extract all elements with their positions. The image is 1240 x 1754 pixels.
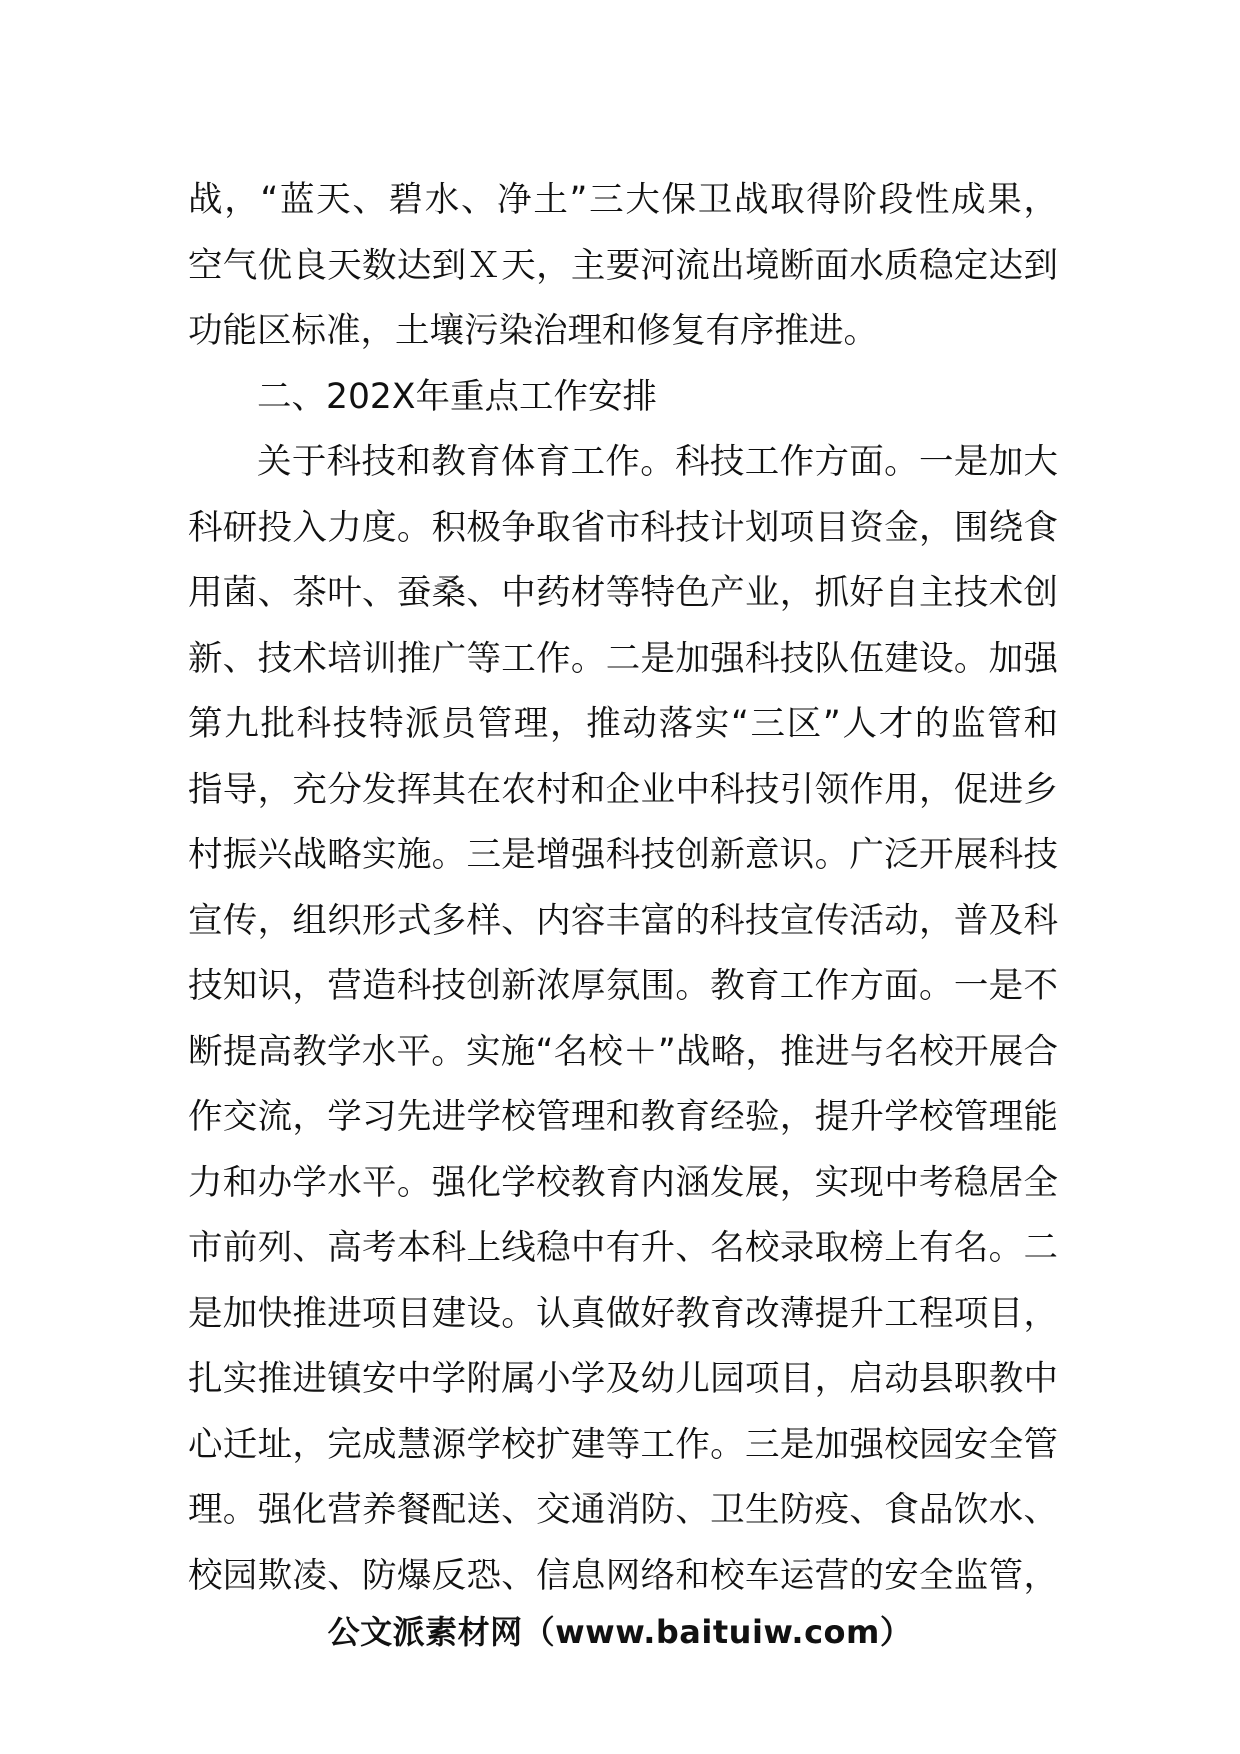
text-line: 断提高教学水平。实施“名校＋”战略，推进与名校开展合 xyxy=(188,1031,1058,1072)
text-line: 指导，充分发挥其在农村和企业中科技引领作用，促进乡 xyxy=(188,769,1058,810)
text-line: 用菌、茶叶、蚕桑、中药材等特色产业，抓好自主技术创 xyxy=(188,573,1058,613)
text-line: 理。强化营养餐配送、交通消防、卫生防疫、食品饮水、 xyxy=(188,1490,1058,1530)
text-line: 战，“蓝天、碧水、净土”三大保卫战取得阶段性成果， xyxy=(188,180,1058,220)
text-line: 科研投入力度。积极争取省市科技计划项目资金，围绕食 xyxy=(188,507,1058,548)
text-line: 宣传，组织形式多样、内容丰富的科技宣传活动，普及科 xyxy=(188,900,1058,941)
text-line: 作交流，学习先进学校管理和教育经验，提升学校管理能 xyxy=(188,1097,1058,1137)
text-line: 关于科技和教育体育工作。科技工作方面。一是加大 xyxy=(257,442,1058,482)
text-line: 扎实推进镇安中学附属小学及幼儿园项目，启动县职教中 xyxy=(188,1359,1058,1399)
section-heading: 二、202X年重点工作安排 xyxy=(257,376,657,417)
text-line: 校园欺凌、防爆反恐、信息网络和校车运营的安全监管， xyxy=(188,1555,1058,1596)
text-line: 空气优良天数达到Ｘ天，主要河流出境断面水质稳定达到 xyxy=(188,245,1058,286)
text-line: 村振兴战略实施。三是增强科技创新意识。广泛开展科技 xyxy=(188,835,1058,875)
text-line: 技知识，营造科技创新浓厚氛围。教育工作方面。一是不 xyxy=(188,966,1058,1006)
text-line: 新、技术培训推广等工作。二是加强科技队伍建设。加强 xyxy=(188,638,1058,679)
document-body xyxy=(188,168,1058,1609)
text-line: 第九批科技特派员管理，推动落实“三区”人才的监管和 xyxy=(188,704,1058,744)
text-line: 心迁址，完成慧源学校扩建等工作。三是加强校园安全管 xyxy=(188,1424,1058,1465)
footer-watermark: 公文派素材网（www.baituiw.com） xyxy=(327,1613,913,1651)
text-line: 市前列、高考本科上线稳中有升、名校录取榜上有名。二 xyxy=(188,1228,1058,1268)
text-line: 功能区标准，土壤污染治理和修复有序推进。 xyxy=(188,311,878,351)
text-line: 是加快推进项目建设。认真做好教育改薄提升工程项目， xyxy=(188,1293,1058,1334)
text-line: 力和办学水平。强化学校教育内涵发展，实现中考稳居全 xyxy=(188,1162,1058,1203)
